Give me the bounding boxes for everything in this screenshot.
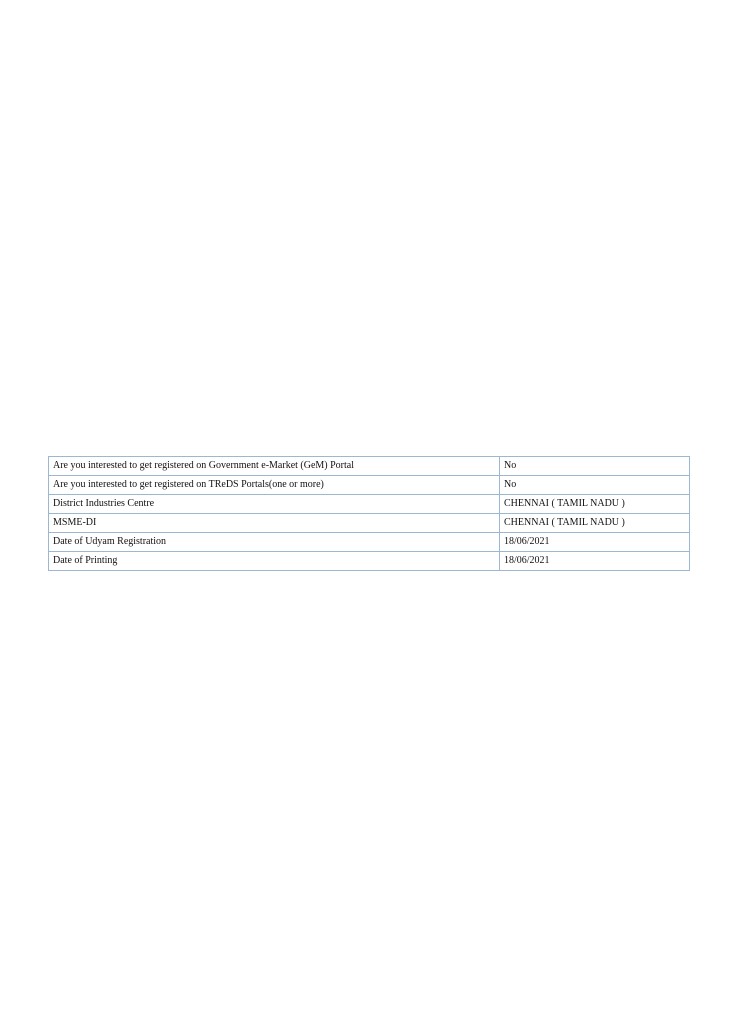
printing-date-label: Date of Printing (49, 552, 500, 571)
treds-portal-value: No (500, 476, 690, 495)
table-row (49, 457, 690, 476)
table-row (49, 495, 690, 514)
udyam-registration-date-value: 18/06/2021 (500, 533, 690, 552)
gem-portal-label: Are you interested to get registered on Government e-Market (GeM) Portal (49, 457, 500, 476)
msme-di-value: CHENNAI ( TAMIL NADU ) (500, 514, 690, 533)
msme-di-label: MSME-DI (49, 514, 500, 533)
gem-portal-value: No (500, 457, 690, 476)
table-row (49, 552, 690, 571)
table-row (49, 514, 690, 533)
table-row (49, 533, 690, 552)
registration-details-table (48, 456, 690, 571)
table-row (49, 476, 690, 495)
udyam-registration-date-label: Date of Udyam Registration (49, 533, 500, 552)
district-industries-centre-value: CHENNAI ( TAMIL NADU ) (500, 495, 690, 514)
printing-date-value: 18/06/2021 (500, 552, 690, 571)
treds-portal-label: Are you interested to get registered on TReDS Portals(one or more) (49, 476, 500, 495)
district-industries-centre-label: District Industries Centre (49, 495, 500, 514)
